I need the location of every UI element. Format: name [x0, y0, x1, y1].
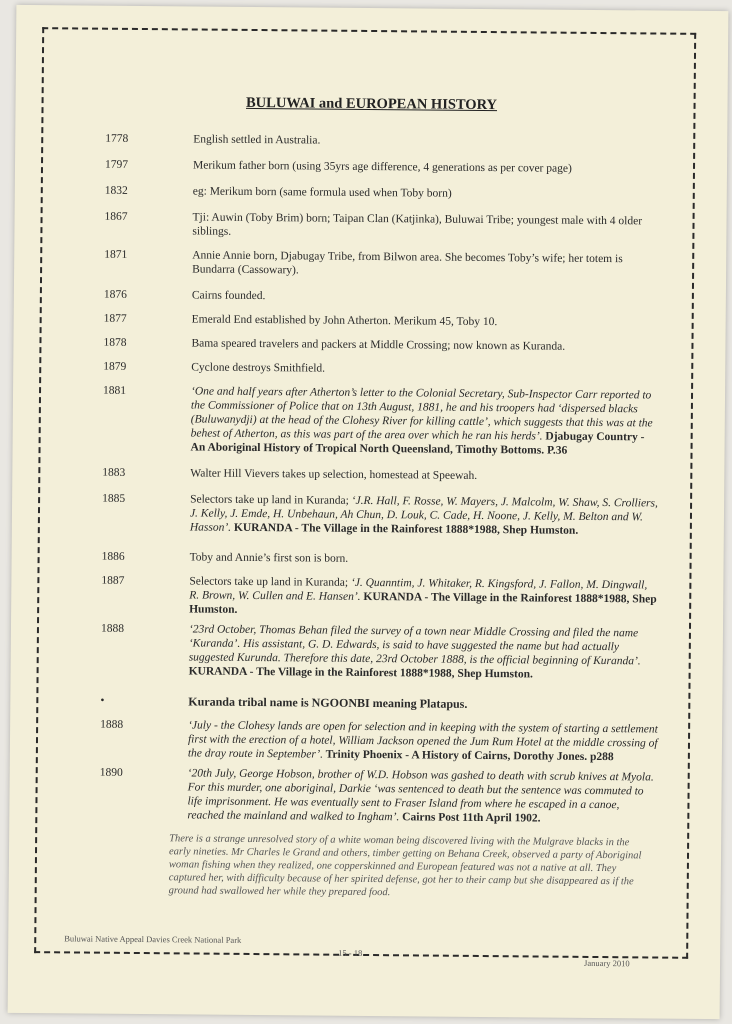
page-title: BULUWAI and EUROPEAN HISTORY [245, 94, 498, 114]
entry-description: eg: Merikum born (same formula used when Toby born) [192, 185, 452, 200]
entry-description: English settled in Australia. [193, 133, 321, 147]
entry-year: 1877 [103, 312, 127, 325]
entry-year: 1867 [104, 210, 128, 223]
footer-page-number: 15 - 18 [338, 947, 363, 958]
entry-year: 1871 [104, 248, 128, 261]
entry-year: 1883 [102, 466, 126, 479]
entry-year: 1890 [99, 766, 123, 779]
entry-year: • [100, 694, 105, 707]
entry-plain-text: Selectors take up land in Kuranda; [190, 493, 352, 507]
entry-year: 1885 [102, 492, 126, 505]
entry-year: 1879 [103, 360, 127, 373]
entry-year: 1886 [101, 550, 125, 563]
entry-year: 1778 [105, 132, 129, 145]
entry-description: Emerald End established by John Atherton. Merikum 45, Toby 10. [191, 313, 498, 329]
entry-description: Cairns founded. [191, 289, 266, 303]
entry-quote: ‘20th July, George Hobson, brother of W.D. Hobson was gashed to death with scrub knives at Myola. For this murder, one aboriginal, Darkie ‘was sentenced to death but the sentence was commuted to life imprisonment. He was eventually sent to Fraser Island from where he escaped in a canoe, reached the mainland and walked to Ingham’. [187, 767, 654, 824]
entry-description: Merikum father born (using 35yrs age difference, 4 generations as per cover page) [192, 159, 572, 175]
footer-date: January 2010 [584, 957, 630, 969]
entry-description [190, 384, 661, 458]
entry-quote: ‘23rd October, Thomas Behan filed the survey of a town near Middle Crossing and filed the name ‘Kuranda’. His assistant, G. D. Edwards, is said to have suggested the name but had actually suggested Kurunda. Therefore this date, 23rd October 1888, is the official beginning of Kuranda’. [188, 623, 641, 668]
entry-quote: ‘J.R. Hall, F. Rosse, W. Mayers, J. Malcolm, W. Shaw, S. Crolliers, J. Kelly, J. Emde, H. Unbehaun, Ah Chun, D. Louk, C. Cade, H. Noone, J. Kelly, M. Belton and W. Hasson’. [189, 494, 658, 534]
entry-citation: KURANDA - The Village in the Rainforest 1888*1988, Shep Humston. [189, 590, 657, 616]
entry-description [189, 622, 659, 682]
entry-plain-text: Selectors take up land in Kuranda; [189, 575, 352, 589]
entry-description: Annie Annie born, Djabugay Tribe, from Bilwon area. She becomes Toby’s wife; her totem is Bundarra (Cassowary). [192, 249, 623, 277]
entry-description: Cyclone destroys Smithfield. [191, 361, 326, 375]
entry-citation: Cairns Post 11th April 1902. [399, 811, 541, 825]
entry-highlight: Kuranda tribal name is NGOONBI meaning Platapus. [188, 694, 468, 711]
entry-description: Tji: Auwin (Toby Brim) born; Taipan Clan (Katjinka), Buluwai Tribe; youngest male with 4 older siblings. [192, 211, 643, 238]
entry-year: 1881 [102, 384, 127, 397]
entry-description [190, 492, 660, 538]
entry-citation: Djabugay Country - An Aboriginal History of Tropical North Queensland, Timothy Bottoms. P.36 [190, 430, 645, 457]
closing-paragraph: There is a strange unresolved story of a white woman being discovered living with the Mulgrave blacks in the early nineties. Mr Charles le Grand and others, timber getting on Behana Creek, observed a party of Aboriginal woman fishing when they realized, one copperskinned and European featured was not a native at all. They captured her, with difficulty because of her spirited defense, got her to their camp but she disappeared as if the ground had swallowed her while they prepared food. [168, 833, 642, 899]
entry-year: 1888 [100, 622, 125, 635]
entry-year: 1876 [103, 288, 127, 301]
entry-description [188, 718, 658, 764]
footer-left: Buluwai Native Appeal Davies Creek National Park [64, 933, 242, 945]
entry-quote: ‘One and half years after Atherton’s letter to the Colonial Secretary, Sub-Inspector Carr reported to the Commissioner of Police that on 13th August, 1881, he and his troopers had ‘dispersed blacks (Buluwanydji) at the head of the Clohesy River for killing cattle’, which suggests that this was at the behest of Atherton, as this was part of the area over which he ran his herds’. [190, 385, 653, 443]
entry-year: 1887 [101, 574, 125, 587]
entry-quote: ‘J. Quanntim, J. Whitaker, R. Kingsford, J. Fallon, M. Dingwall, R. Brown, W. Cullen and E. Hansen’. [189, 576, 648, 603]
entry-citation: KURANDA - The Village in the Rainforest 1888*1988, Shep Humston. [188, 665, 533, 681]
entry-description [187, 766, 657, 826]
entry-year: 1888 [100, 718, 124, 731]
document-page [8, 5, 729, 1019]
entry-quote: ‘July - the Clohesy lands are open for selection and in keeping with the system of starting a settlement first with the erection of a hotel, William Jackson opened the Jum Rum Hotel at the middle crossing of the dray route in September’. [187, 719, 658, 761]
entry-year: 1797 [104, 158, 129, 171]
entry-description: Toby and Annie’s first son is born. [189, 551, 349, 565]
entry-description [189, 574, 659, 620]
entry-citation: Trinity Phoenix - A History of Cairns, Dorothy Jones. p288 [322, 748, 614, 764]
entry-citation: KURANDA - The Village in the Rainforest 1888*1988, Shep Humston. [231, 521, 579, 537]
entry-description: Walter Hill Vievers takes up selection, homestead at Speewah. [190, 467, 478, 482]
entry-year: 1832 [104, 184, 128, 197]
entry-description: Bama speared travelers and packers at Middle Crossing; now known as Kuranda. [191, 337, 566, 353]
entry-year: 1878 [103, 336, 127, 349]
